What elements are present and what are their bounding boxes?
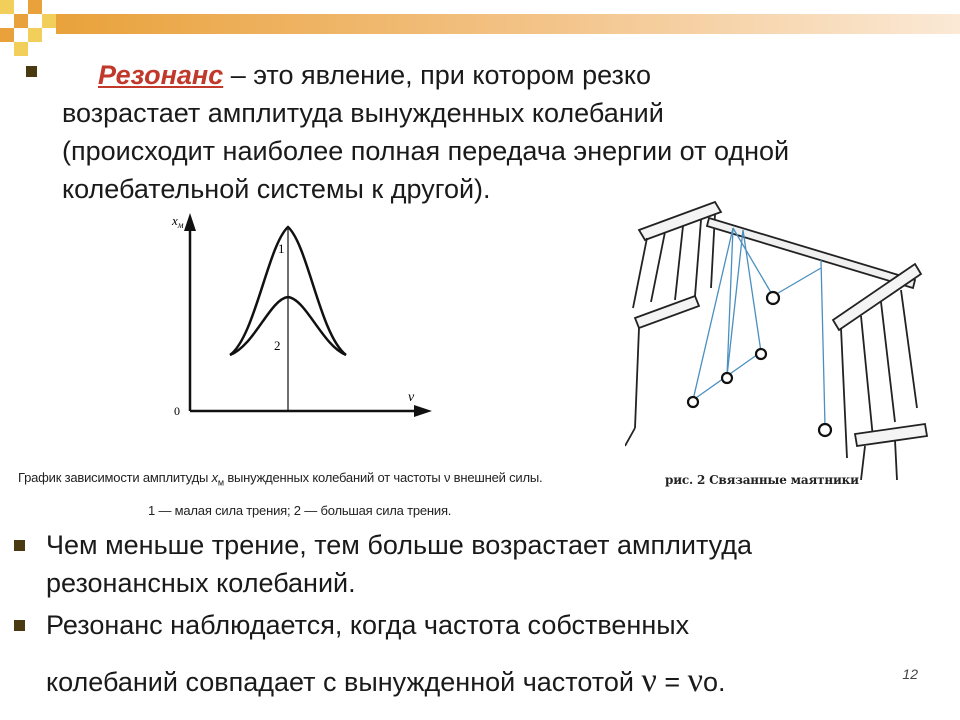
y-axis-arrow <box>184 213 196 231</box>
pendulum-bobs <box>688 292 831 436</box>
bullet-1-line-1: Чем меньше трение, тем больше возрастает амплитуда <box>46 530 753 560</box>
left-stand <box>625 202 721 446</box>
bullet-2-line-2: колебаний совпадает с вынужденной частотой ν = νо. <box>46 662 726 699</box>
curve-1-label: 1 <box>278 241 285 256</box>
definition-line-2: возрастает амплитуда вынужденных колебаний <box>62 98 664 128</box>
origin-label: 0 <box>174 404 180 418</box>
figure-caption: рис. 2 Связанные маятники <box>665 473 859 487</box>
header-decoration <box>0 0 960 60</box>
bullet-2-line-1: Резонанс наблюдается, когда частота собственных <box>46 610 690 640</box>
coupled-pendulums-illustration <box>625 188 930 480</box>
page-number: 12 <box>902 666 918 682</box>
bullet-marker <box>14 540 25 551</box>
definition-line-3: (происходит наиболее полная передача энергии от одной <box>62 136 790 166</box>
bullet-marker <box>14 620 25 631</box>
nu0-symbol: ν <box>687 662 703 699</box>
x-axis-arrow <box>414 405 432 417</box>
graph-caption-line-2: 1 — малая сила трения; 2 — большая сила трения. <box>148 503 452 518</box>
bullet-1-line-2: резонансных колебаний. <box>46 568 356 598</box>
resonance-graph <box>160 205 460 425</box>
curve-2-label: 2 <box>274 338 281 353</box>
graph-caption-line-1: График зависимости амплитуды $x_м$ вынужденных колебаний от частоты ν внешней силы. <box>18 470 543 488</box>
definition-line-1: Резонанс – это явление, при котором резко <box>98 60 652 90</box>
definition-line-4: колебательной системы к другой). <box>62 174 491 204</box>
bullet-marker <box>26 66 37 77</box>
x-axis-label: ν <box>408 390 415 405</box>
term-resonance: Резонанс <box>98 60 224 90</box>
y-axis-label: $x_м$ <box>172 213 184 230</box>
right-stand <box>833 264 927 480</box>
nu-symbol: ν <box>641 662 657 699</box>
